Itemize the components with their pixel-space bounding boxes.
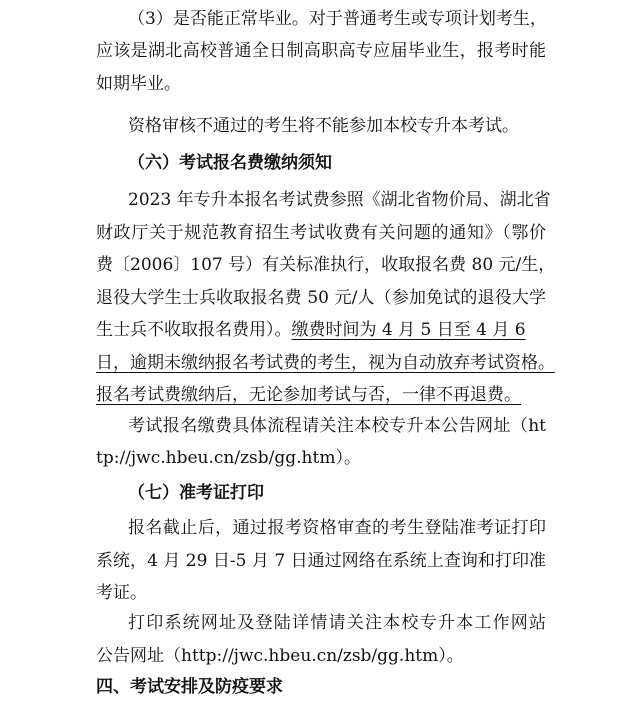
fee-para-line-3: 费〔2006〕107 号）有关标准执行，收取报名费 80 元/生， [96,255,556,275]
ticket-para-line-1: 报名截止后，通过报考资格审查的考生登陆准考证打印 [128,518,546,538]
late-payment-notice: 日，逾期未缴纳报名考试费的考生，视为自动放弃考试资格。 [96,353,555,373]
admission-ticket-heading: （七）准考证打印 [128,483,264,503]
exam-arrangement-heading: 四、考试安排及防疫要求 [96,677,283,697]
fee-section-heading: （六）考试报名费缴纳须知 [128,153,332,173]
no-refund-notice: 报名考试费缴纳后，无论参加考试与否，一律不再退费。 [96,385,521,405]
fee-para-line-2: 财政厅关于规范教育招生考试收费有关问题的通知》（鄂价 [96,223,546,243]
fee-process-url-line: tp://jwc.hbeu.cn/zsb/gg.htm）。 [96,448,361,468]
ticket-info-line-1: 打印系统网址及登陆详情请关注本校专升本工作网站 [128,613,546,633]
ticket-para-line-3: 考证。 [96,583,147,603]
fee-para-line-4: 退役大学生士兵收取报名费 50 元/人（参加免试的退役大学 [96,288,546,308]
fee-exemption-note: 生士兵不收取报名费用）。 [96,320,292,340]
eligibility-item-3-line-2: 应该是湖北高校普通全日制高职高专应届毕业生，报考时能 [96,41,546,61]
eligibility-item-3-line-3: 如期毕业。 [96,74,181,94]
fee-para-line-5 [96,319,546,341]
ticket-info-url-line: 公告网址（http://jwc.hbeu.cn/zsb/gg.htm）。 [96,646,464,666]
ticket-para-line-2: 系统，4 月 29 日-5 月 7 日通过网络在系统上查询和打印准 [96,551,546,571]
fee-process-line-1: 考试报名缴费具体流程请关注本校专升本公告网址（ht [128,416,546,436]
eligibility-item-3-line-1: （3）是否能正常毕业。对于普通考生或专项计划考生， [128,9,547,29]
payment-period-text: 缴费时间为 4 月 5 日至 4 月 6 [291,320,526,340]
review-failure-note: 资格审核不通过的考生将不能参加本校专升本考试。 [128,116,519,136]
fee-para-line-1: 2023 年专升本报名考试费参照《湖北省物价局、湖北省 [128,190,551,210]
